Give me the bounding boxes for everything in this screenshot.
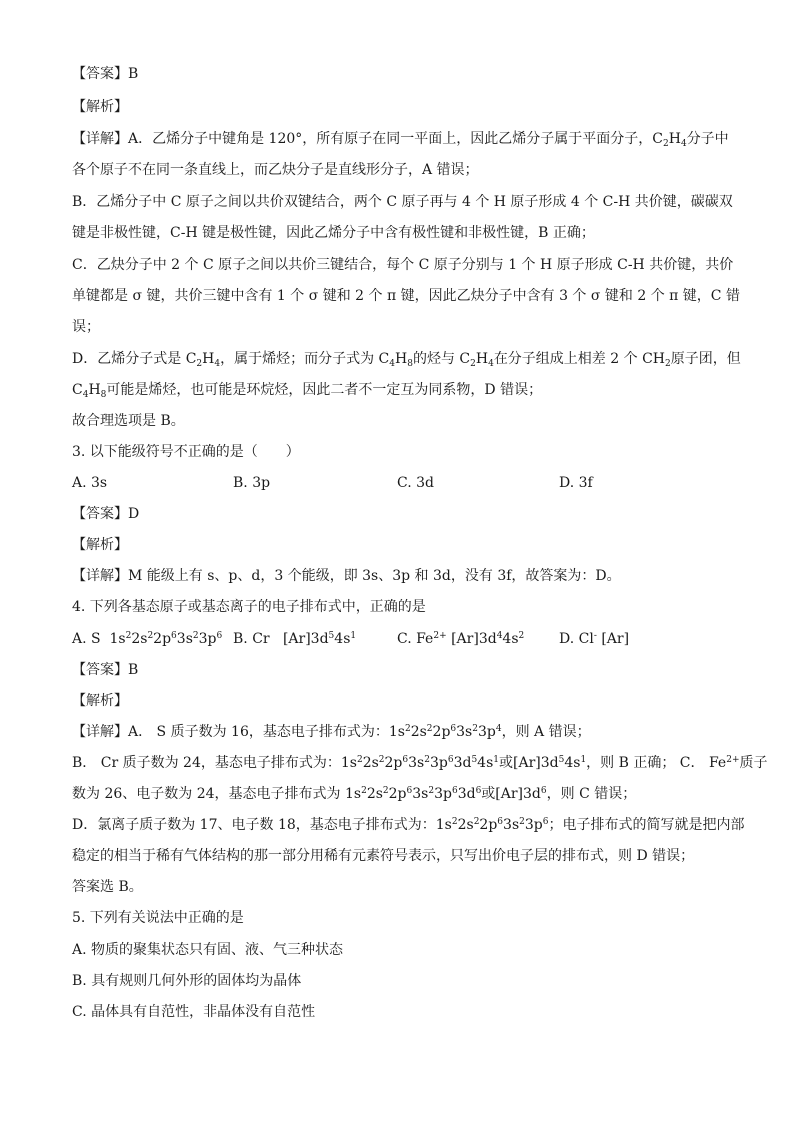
q2-analysis-label: 【解析】	[72, 99, 128, 115]
answer-label: 【答案】	[72, 66, 128, 82]
q4-detail-a: 【详解】A． S 质子数为 16，基态电子排布式为：$1s^22s^22p^63s^23p^4$，则 A 错误；	[72, 724, 591, 740]
q3-stem: 3. 以下能级符号不正确的是（ ）	[72, 444, 300, 460]
q4-option-d: D. Cl- [Ar]	[559, 631, 630, 647]
q2-detail-line-5: C．乙炔分子中 2 个 C 原子之间以共价三键结合，每个 C 原子分别与 1 个 H 原子形成 C-H 共价键，共价	[72, 257, 734, 273]
q4-option-a: A. S $1s^22s^22p^63s^23p^6$	[72, 631, 223, 647]
q4-detail-d: D．氯离子质子数为 17、电子数 18，基态电子排布式为：$1s^22s^22p^63s^23p^6$；电子排布式的简写就是把内部	[72, 817, 745, 833]
q5-option-b: B. 具有规则几何外形的固体均为晶体	[72, 973, 302, 989]
q3-option-d: D. 3f	[559, 475, 593, 491]
q2-detail-line-7: 误；	[72, 319, 100, 335]
q4-detail-c: 数为 26、电子数为 24，基态电子排布式为 $1s^22s^22p^63s^23p^63d^6$或$[Ar]3d^6$，则 C 错误；	[72, 786, 637, 802]
q2-detail-line-3: B．乙烯分子中 C 原子之间以共价双键结合，两个 C 原子再与 4 个 H 原子形成 4 个 C-H 共价键，碳碳双	[72, 194, 733, 210]
q4-option-c: C. $Fe^{2+}$ $[Ar]3d^44s^2$	[397, 631, 525, 647]
q2-answer: 【答案】B	[72, 66, 139, 82]
q4-option-b: B. Cr $[Ar]3d^54s^1$	[233, 631, 357, 647]
q3-detail: 【详解】M 能级上有 s、p、d，3 个能级，即 3s、3p 和 3d，没有 3f，故答案为：D。	[72, 568, 621, 584]
q2-detail-line-6: 单键都是 σ 键，共价三键中含有 1 个 σ 键和 2 个 π 键，因此乙炔分子中含有 3 个 σ 键和 2 个 π 键，C 错	[72, 288, 740, 304]
q5-stem: 5. 下列有关说法中正确的是	[72, 910, 244, 926]
q5-option-c: C. 晶体具有自范性，非晶体没有自范性	[72, 1004, 316, 1020]
q2-conclusion: 故合理选项是 B。	[72, 413, 185, 429]
q3-analysis-label: 【解析】	[72, 537, 128, 553]
q4-analysis-label: 【解析】	[72, 693, 128, 709]
q4-answer: 【答案】B	[72, 662, 139, 678]
q4-detail-b: B． Cr 质子数为 24，基态电子排布式为：$1s^22s^22p^63s^23p^63d^54s^1$或$[Ar]3d^54s^1$，则 B 正确； C． $Fe^{2+}$质子	[72, 755, 768, 771]
q2-detail-line-1: 【详解】A．乙烯分子中键角是 120°，所有原子在同一平面上，因此乙烯分子属于平面分子，$C_2H_4$分子中	[72, 131, 729, 149]
q3-option-a: A. 3s	[72, 475, 108, 491]
q2-detail-line-9: $C_4H_8$可能是烯烃，也可能是环烷烃，因此二者不一定互为同系物，D 错误；	[72, 382, 543, 400]
q4-stem: 4. 下列各基态原子或基态离子的电子排布式中，正确的是	[72, 599, 426, 615]
q3-option-b: B. 3p	[233, 475, 271, 491]
q2-detail-line-8: D．乙烯分子式是 $C_2H_4$，属于烯烃；而分子式为 $C_4H_8$的烃与 $C_2H_4$在分子组成上相差 2 个 $CH_2$原子团，但	[72, 351, 741, 369]
q2-detail-line-4: 键是非极性键，C-H 键是极性键，因此乙烯分子中含有极性键和非极性键，B 正确；	[72, 225, 595, 241]
q5-option-a: A. 物质的聚集状态只有固、液、气三种状态	[72, 942, 344, 958]
q3-answer: 【答案】D	[72, 506, 140, 522]
q2-detail-line-2: 各个原子不在同一条直线上，而乙炔分子是直线形分子，A 错误；	[72, 162, 479, 178]
q4-conclusion: 答案选 B。	[72, 879, 143, 895]
q4-detail-d-cont: 稳定的相当于稀有气体结构的那一部分用稀有元素符号表示，只写出价电子层的排布式，则 D 错误；	[72, 848, 695, 864]
q3-option-c: C. 3d	[397, 475, 434, 491]
